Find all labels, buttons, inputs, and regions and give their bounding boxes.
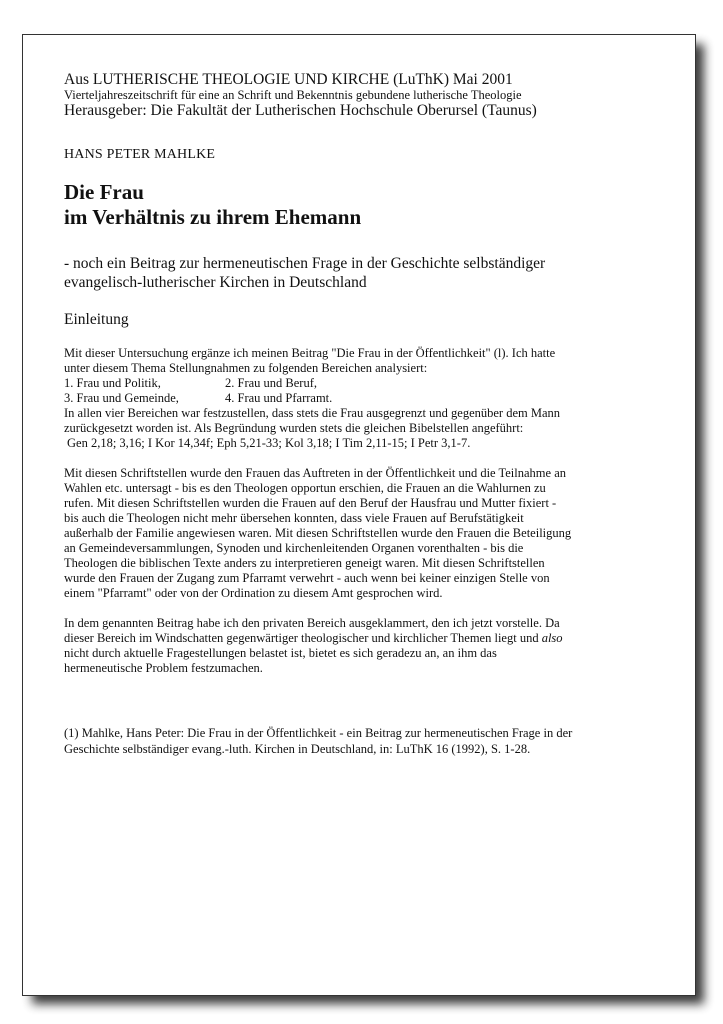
text-line: nicht durch aktuelle Fragestellungen belastet ist, bietet es sich geradezu an, an ihm das: [64, 646, 497, 660]
text-line: Mit diesen Schriftstellen wurde den Frauen das Auftreten in der Öffentlichkeit und die Teilnahme an: [64, 466, 566, 480]
list-item: 3. Frau und Gemeinde,: [64, 391, 179, 405]
topic-list: [64, 376, 664, 406]
text-line: [64, 631, 664, 646]
page-content: [64, 71, 664, 757]
text-line: Mit dieser Untersuchung ergänze ich meinen Beitrag "Die Frau in der Öffentlichkeit" (l). Ich hatte: [64, 346, 556, 360]
list-item: 1. Frau und Politik,: [64, 376, 161, 390]
author-name: HANS PETER MAHLKE: [64, 147, 216, 162]
article-title: [64, 180, 664, 230]
title-line-1: Die Frau: [64, 180, 144, 204]
footnote-line: (1) Mahlke, Hans Peter: Die Frau in der Öffentlichkeit - ein Beitrag zur hermeneutischen Frage in der: [64, 726, 573, 740]
paragraph-3: [64, 616, 664, 676]
subtitle-line-1: - noch ein Beitrag zur hermeneutischen Frage in der Geschichte selbständiger: [64, 255, 546, 272]
text-line: unter diesem Thema Stellungnahmen zu folgenden Bereichen analysiert:: [64, 361, 428, 375]
text-line: bis auch die Theologen nicht mehr übersehen konnten, dass viele Frauen auf Berufstätigkeit: [64, 511, 524, 525]
bible-references: Gen 2,18; 3,16; I Kor 14,34f; Eph 5,21-33; Kol 3,18; I Tim 2,11-15; I Petr 3,1-7.: [67, 436, 471, 450]
text-line: In dem genannten Beitrag habe ich den privaten Bereich ausgeklammert, den ich jetzt vorstelle. Da: [64, 616, 560, 630]
list-item: 2. Frau und Beruf,: [225, 376, 317, 390]
text-line: Theologen die biblischen Texte anders zu interpretieren geneigt waren. Mit diesen Schriftstellen: [64, 556, 545, 570]
text-line: hermeneutische Problem festzumachen.: [64, 661, 263, 675]
text-line: einem "Pfarramt" oder von der Ordination zu diesem Amt gesprochen wird.: [64, 586, 443, 600]
text-line: rufen. Mit diesen Schriftstellen wurden die Frauen auf den Beruf der Hausfrau und Mutter fixiert -: [64, 496, 557, 510]
emphasis-text: also: [541, 631, 563, 645]
section-heading: Einleitung: [64, 311, 129, 328]
document-page: [22, 34, 696, 996]
footnote-line: Geschichte selbständiger evang.-luth. Kirchen in Deutschland, in: LuThK 16 (1992), S. 1-28.: [64, 741, 531, 756]
text-line: an Gemeindeversammlungen, Synoden und kirchenleitenden Organen vorenthalten - bis die: [64, 541, 524, 555]
text-line: In allen vier Bereichen war festzustellen, dass stets die Frau ausgegrenzt und gegenüber dem Mann: [64, 406, 561, 420]
text-line: zurückgesetzt worden ist. Als Begründung wurden stets die gleichen Bibelstellen angeführt:: [64, 421, 524, 435]
title-line-2: im Verhältnis zu ihrem Ehemann: [64, 205, 362, 229]
source-line: Aus LUTHERISCHE THEOLOGIE UND KIRCHE (LuThK) Mai 2001: [64, 71, 513, 88]
article-subtitle: [64, 254, 664, 292]
paragraph-1: [64, 346, 664, 451]
publisher-line: Herausgeber: Die Fakultät der Lutherischen Hochschule Oberursel (Taunus): [64, 102, 537, 119]
list-item: 4. Frau und Pfarramt.: [225, 391, 333, 405]
text-line: Wahlen etc. untersagt - bis es den Theologen opportun erschien, die Frauen an die Wahlurnen zu: [64, 481, 546, 495]
journal-description: Vierteljahreszeitschrift für eine an Schrift und Bekenntnis gebundene lutherische Theologie: [64, 88, 522, 102]
subtitle-line-2: evangelisch-lutherischer Kirchen in Deutschland: [64, 274, 367, 291]
text-line: außerhalb der Familie angewiesen waren. Mit diesen Schriftstellen wurde den Frauen die Beteiligung: [64, 526, 572, 540]
paragraph-2: [64, 466, 664, 601]
text-segment: dieser Bereich im Windschatten gegenwärtiger theologischer und kirchlicher Themen liegt und: [64, 631, 539, 645]
text-line: wurde den Frauen der Zugang zum Pfarramt verwehrt - auch wenn bei keiner einzigen Stelle von: [64, 571, 550, 585]
footnote: [64, 726, 664, 757]
